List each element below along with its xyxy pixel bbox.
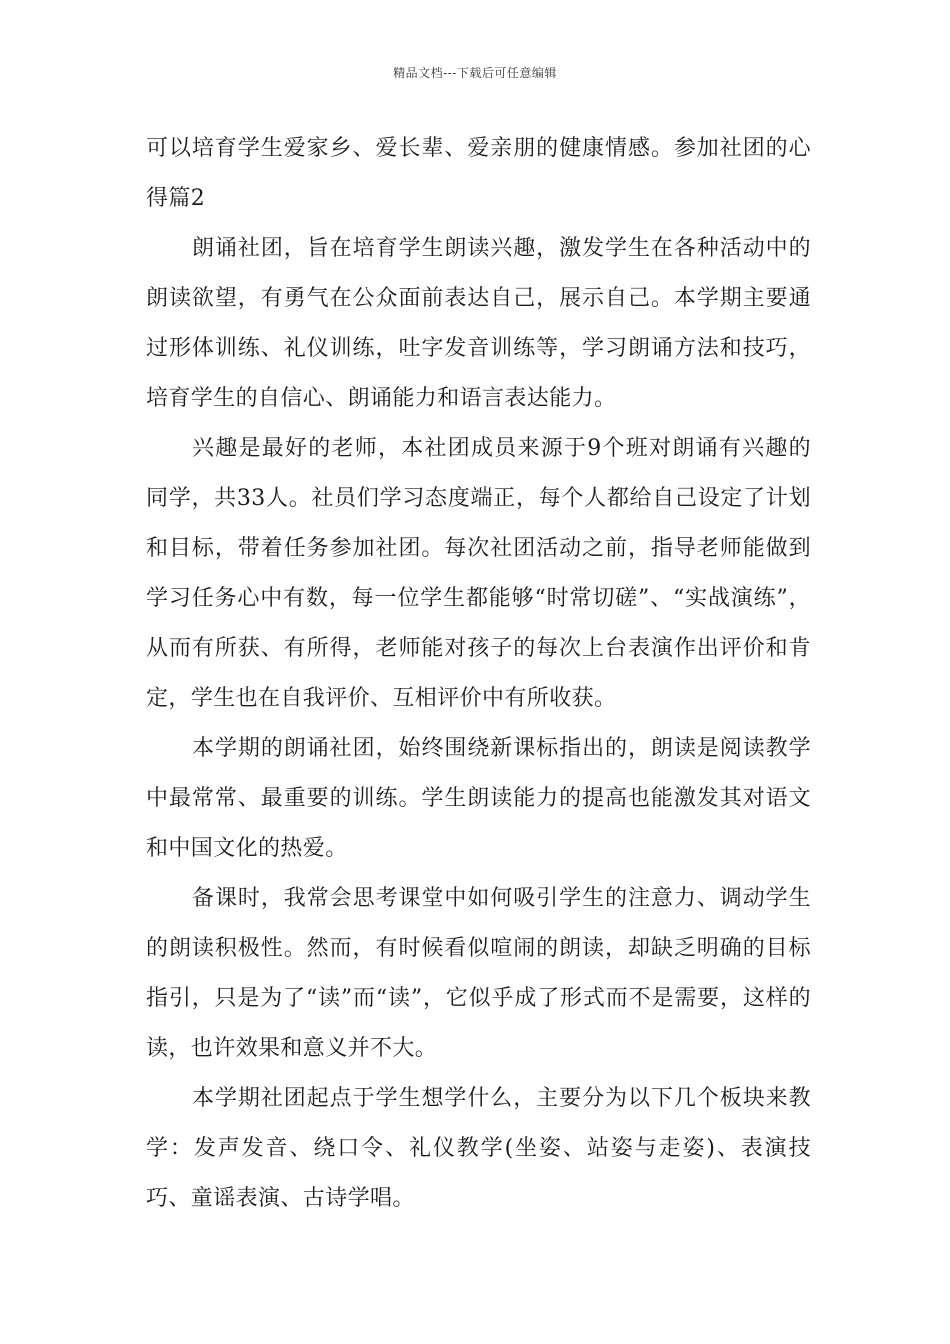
- paragraph-intro: 朗诵社团，旨在培育学生朗读兴趣，激发学生在各种活动中的朗读欲望，有勇气在公众面前表达自己，展示自己。本学期主要通过形体训练、礼仪训练，吐字发音训练等，学习朗诵方法和技巧，培育学生的自信心、朗诵能力和语言表达能力。: [146, 236, 811, 411]
- page-header: 精品文档---下载后可任意编辑: [393, 66, 557, 80]
- paragraph-continuation: 可以培育学生爱家乡、爱长辈、爱亲朋的健康情感。参加社团的心得篇2: [146, 136, 811, 211]
- paragraph-lesson-prep: 备课时，我常会思考课堂中如何吸引学生的注意力、调动学生的朗读积极性。然而，有时候看似喧闹的朗读，却缺乏明确的目标指引，只是为了“读”而“读”，它似乎成了形式而不是需要，这样的读，也许效果和意义并不大。: [146, 886, 811, 1061]
- paragraph-interest: 兴趣是最好的老师，本社团成员来源于9个班对朗诵有兴趣的同学，共33人。社员们学习态度端正，每个人都给自己设定了计划和目标，带着任务参加社团。每次社团活动之前，指导老师能做到学习任务心中有数，每一位学生都能够“时常切磋”、“实战演练”，从而有所获、有所得，老师能对孩子的每次上台表演作出评价和肯定，学生也在自我评价、互相评价中有所收获。: [146, 436, 811, 711]
- paragraph-modules: 本学期社团起点于学生想学什么，主要分为以下几个板块来教学：发声发音、绕口令、礼仪教学(坐姿、站姿与走姿)、表演技巧、童谣表演、古诗学唱。: [146, 1086, 811, 1211]
- document-body: [146, 124, 811, 1224]
- paragraph-curriculum: 本学期的朗诵社团，始终围绕新课标指出的，朗读是阅读教学中最常常、最重要的训练。学生朗读能力的提高也能激发其对语文和中国文化的热爱。: [146, 736, 811, 861]
